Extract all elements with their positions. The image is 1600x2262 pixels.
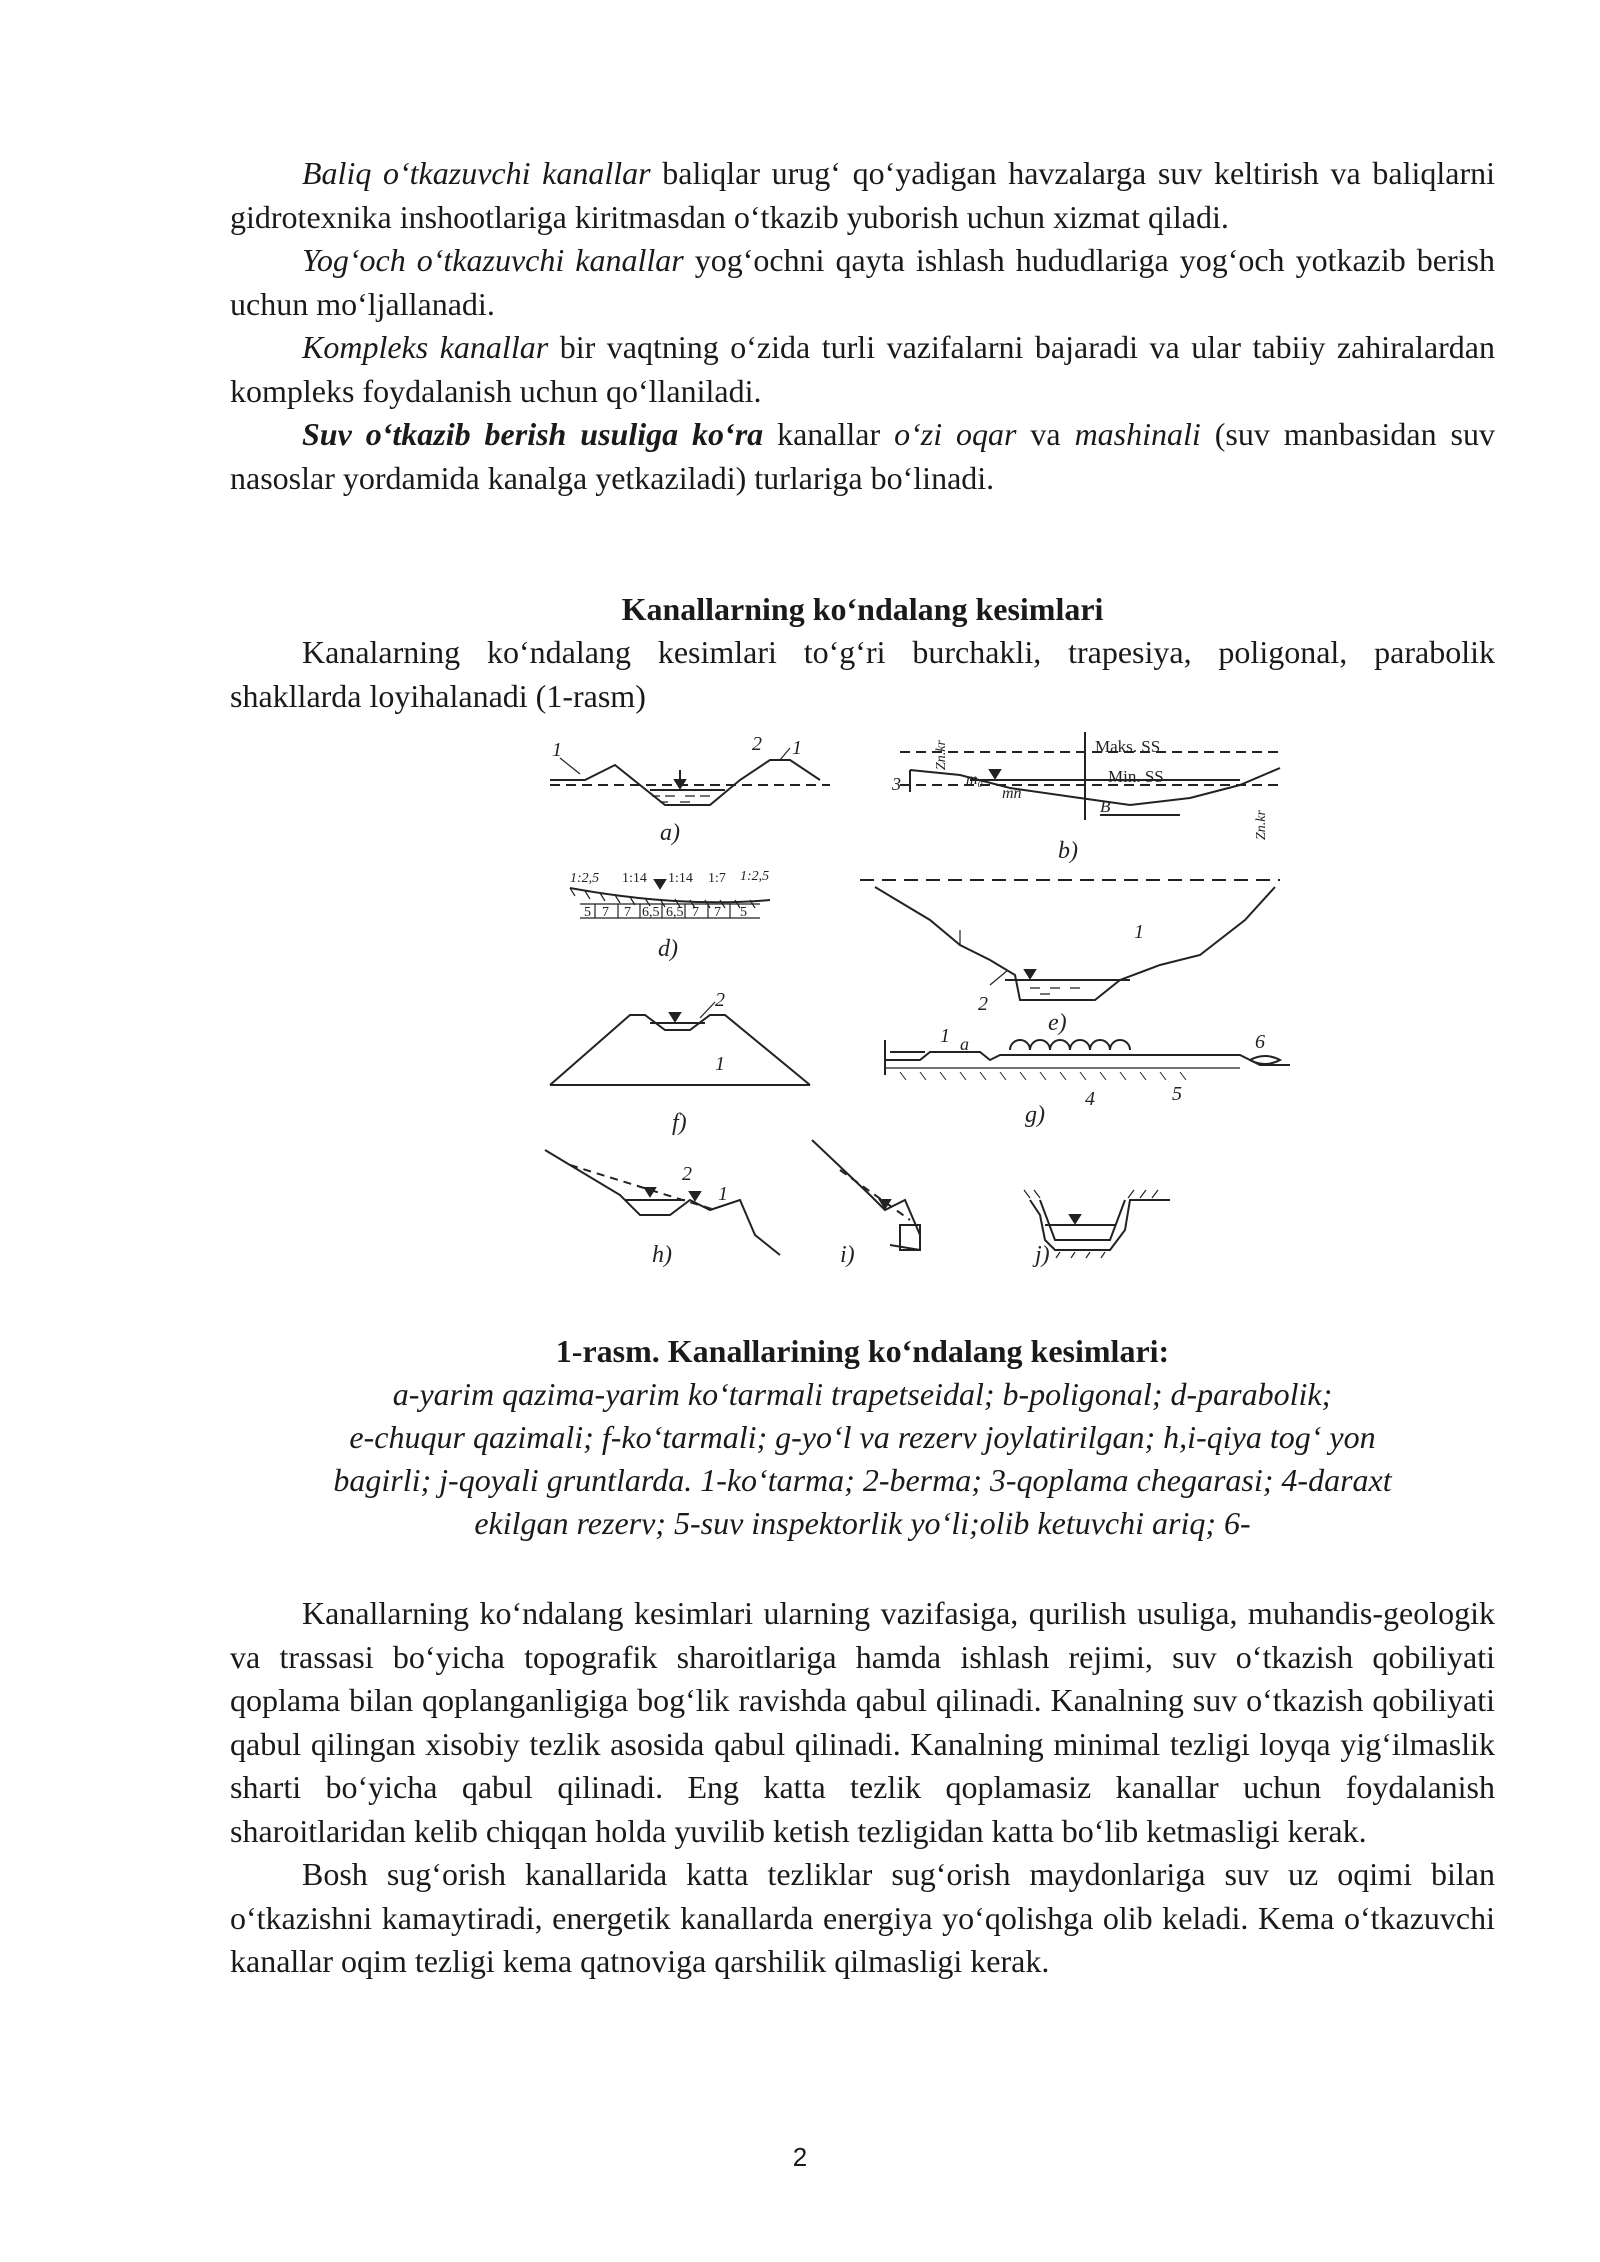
paragraph-intro: Kanalarning ko‘ndalang kesimlari to‘g‘ri burchakli, trapesiya, poligonal, parabolik shakllarda loyihalanadi (1-rasm) xyxy=(230,634,1495,714)
figure-caption-line-4: ekilgan rezerv; 5-suv inspektorlik yo‘li;olib ketuvchi ariq; 6- xyxy=(474,1505,1251,1541)
paragraph-supply-method xyxy=(230,413,1495,500)
figure-caption-line-3: bagirli; j-qoyali gruntlarda. 1-ko‘tarma; 2-berma; 3-qoplama chegarasi; 4-daraxt xyxy=(333,1462,1392,1498)
panel-label-f: f) xyxy=(672,1110,687,1136)
paragraph-fish-canals xyxy=(230,152,1495,239)
paragraph-velocity: Bosh sug‘orish kanallarida katta tezliklar sug‘orish maydonlariga suv uz oqimi bilan o‘tkazishni kamaytiradi, energetik kanallarda energiya yo‘qolishga olib keladi. Kema o‘tkazuvchi kanallar oqim tezligi kema qatnoviga qarshilik qilmasligi kerak. xyxy=(230,1856,1495,1979)
panel-label-g: g) xyxy=(1025,1102,1045,1128)
fig-label-b-m0: m₀ xyxy=(966,771,984,788)
panel-label-e: e) xyxy=(1048,1010,1067,1036)
section-g-diagram xyxy=(885,1025,1290,1128)
fig-label-h-2: 2 xyxy=(682,1163,692,1185)
fig-label-d-b2: 7 xyxy=(602,905,609,920)
fig-label-d-b5: 6,5 xyxy=(666,905,684,920)
section-heading: Kanallarning ko‘ndalang kesimlari xyxy=(621,591,1104,627)
fig-label-e-2: 2 xyxy=(978,993,988,1015)
canal-cross-sections-figure xyxy=(540,730,1290,1295)
section-e-diagram xyxy=(860,880,1280,1036)
page-number: 2 xyxy=(792,2142,808,2172)
paragraph-cross-section-selection: Kanallarning ko‘ndalang kesimlari ularning vazifasiga, qurilish usuliga, muhandis-geologik va trassasi bo‘yicha topografik sharoitlariga hamda ishlash rejimi, suv o‘tkazish qobiliyati qoplama bilan qoplanganligiga bog‘lik ravishda qabul qilinadi. Kanalning suv o‘tkazish qobiliyati qabul qilingan xisobiy tezlik asosida qabul qilinadi. Kanalning minimal tezligi loyqa yig‘ilmaslik sharti bo‘yicha qabul qilinadi. Eng katta tezlik qoplamasiz kanallar uchun foydalanish sharoitlaridan kelib chiqqan holda yuvilib ketish tezligidan katta bo‘lib ketmasligi kerak. xyxy=(230,1595,1495,1849)
fig-label-d-b6: 7 xyxy=(692,905,699,920)
fig-label-d-t4: 1:7 xyxy=(708,871,726,886)
text-complex-canals: bir vaqtning o‘zida turli vazifalarni bajaradi va ular tabiiy zahiralardan kompleks foydalanish uchun qo‘llaniladi. xyxy=(230,329,1496,409)
text-part1: kanallar xyxy=(763,416,895,452)
section-b-diagram xyxy=(891,732,1280,864)
term-supply-method: Suv o‘tkazib berish usuliga ko‘ra xyxy=(302,416,764,452)
section-f-diagram xyxy=(550,989,810,1136)
fig-label-g-a: a xyxy=(960,1034,969,1054)
fig-label-d-b8: 5 xyxy=(740,905,747,920)
figure-caption-title: 1-rasm. Kanallarining ko‘ndalang kesimlari: xyxy=(555,1333,1170,1369)
term-machine: mashinali xyxy=(1074,416,1201,452)
section-h-diagram xyxy=(545,1150,780,1268)
fig-label-b-z-right: Zп.kr xyxy=(1254,810,1269,840)
section-d-diagram xyxy=(570,869,770,962)
fig-label-d-b7: 7 xyxy=(714,905,721,920)
text-part3: (suv manbasidan suv nasoslar yordamida kanalga yetkaziladi) turlariga bo‘linadi. xyxy=(230,416,1496,496)
fig-label-a-2: 2 xyxy=(752,733,762,755)
fig-label-d-b4: 6,5 xyxy=(642,905,660,920)
panel-label-i: i) xyxy=(840,1242,855,1268)
fig-label-f-1: 1 xyxy=(715,1053,725,1075)
term-fish-canals: Baliq o‘tkazuvchi kanallar xyxy=(302,155,651,191)
panel-label-h: h) xyxy=(652,1242,672,1268)
term-complex-canals: Kompleks kanallar xyxy=(302,329,549,365)
text-fish-canals: baliqlar urug‘ qo‘yadigan havzalarga suv keltirish va baliqlarni gidrotexnika inshootlariga kiritmasdan o‘tkazib yuborish uchun xizmat qiladi. xyxy=(230,155,1496,235)
fig-label-b-mn: mп xyxy=(1002,785,1022,802)
section-i-diagram xyxy=(812,1140,920,1268)
fig-label-a-1b: 1 xyxy=(792,737,802,759)
fig-label-d-b1: 5 xyxy=(584,905,591,920)
fig-label-g-5: 5 xyxy=(1172,1083,1182,1105)
fig-label-f-2: 2 xyxy=(715,989,725,1011)
fig-label-a-1: 1 xyxy=(552,739,562,761)
fig-label-d-t2: 1:14 xyxy=(622,871,647,886)
panel-label-a: a) xyxy=(660,820,680,846)
section-j-diagram xyxy=(1024,1190,1170,1268)
figure-caption-line-1: a-yarim qazima-yarim ko‘tarmali trapetseidal; b-poligonal; d-parabolik; xyxy=(392,1376,1333,1412)
fig-label-b-3: 3 xyxy=(892,774,901,794)
fig-label-b-maks: Maks. SS xyxy=(1095,737,1161,756)
fig-label-d-b3: 7 xyxy=(624,905,631,920)
fig-label-d-t1: 1:2,5 xyxy=(570,871,600,886)
fig-label-h-1: 1 xyxy=(718,1183,728,1205)
panel-label-j: j) xyxy=(1035,1242,1050,1268)
fig-label-g-4: 4 xyxy=(1085,1088,1095,1110)
fig-label-b-B: B xyxy=(1100,797,1111,816)
top-text-block xyxy=(230,152,1495,500)
paragraph-timber-canals xyxy=(230,239,1495,326)
panel-label-b: b) xyxy=(1058,838,1078,864)
fig-label-d-t3: 1:14 xyxy=(668,871,693,886)
panel-label-d: d) xyxy=(658,936,678,962)
term-timber-canals: Yog‘och o‘tkazuvchi kanallar xyxy=(302,242,684,278)
text-timber-canals: yog‘ochni qayta ishlash hududlariga yog‘och yotkazib berish uchun mo‘ljallanadi. xyxy=(230,242,1496,322)
fig-label-d-t5: 1:2,5 xyxy=(740,869,770,884)
text-part2: va xyxy=(1016,416,1075,452)
term-gravity: o‘zi oqar xyxy=(894,416,1017,452)
section-a-diagram xyxy=(550,733,830,846)
bottom-text-block xyxy=(230,1592,1495,1984)
fig-label-g-6: 6 xyxy=(1255,1031,1265,1053)
paragraph-complex-canals xyxy=(230,326,1495,413)
fig-label-g-1: 1 xyxy=(940,1025,950,1047)
figure-caption-line-2: e-chuqur qazimali; f-ko‘tarmali; g-yo‘l va rezerv joylatirilgan; h,i-qiya tog‘ yon xyxy=(349,1419,1376,1455)
fig-label-b-min: Min. SS xyxy=(1108,767,1164,786)
intro-block xyxy=(230,631,1495,718)
fig-label-e-1: 1 xyxy=(1134,921,1144,943)
fig-label-b-z-top: Zп.kr xyxy=(934,740,949,770)
